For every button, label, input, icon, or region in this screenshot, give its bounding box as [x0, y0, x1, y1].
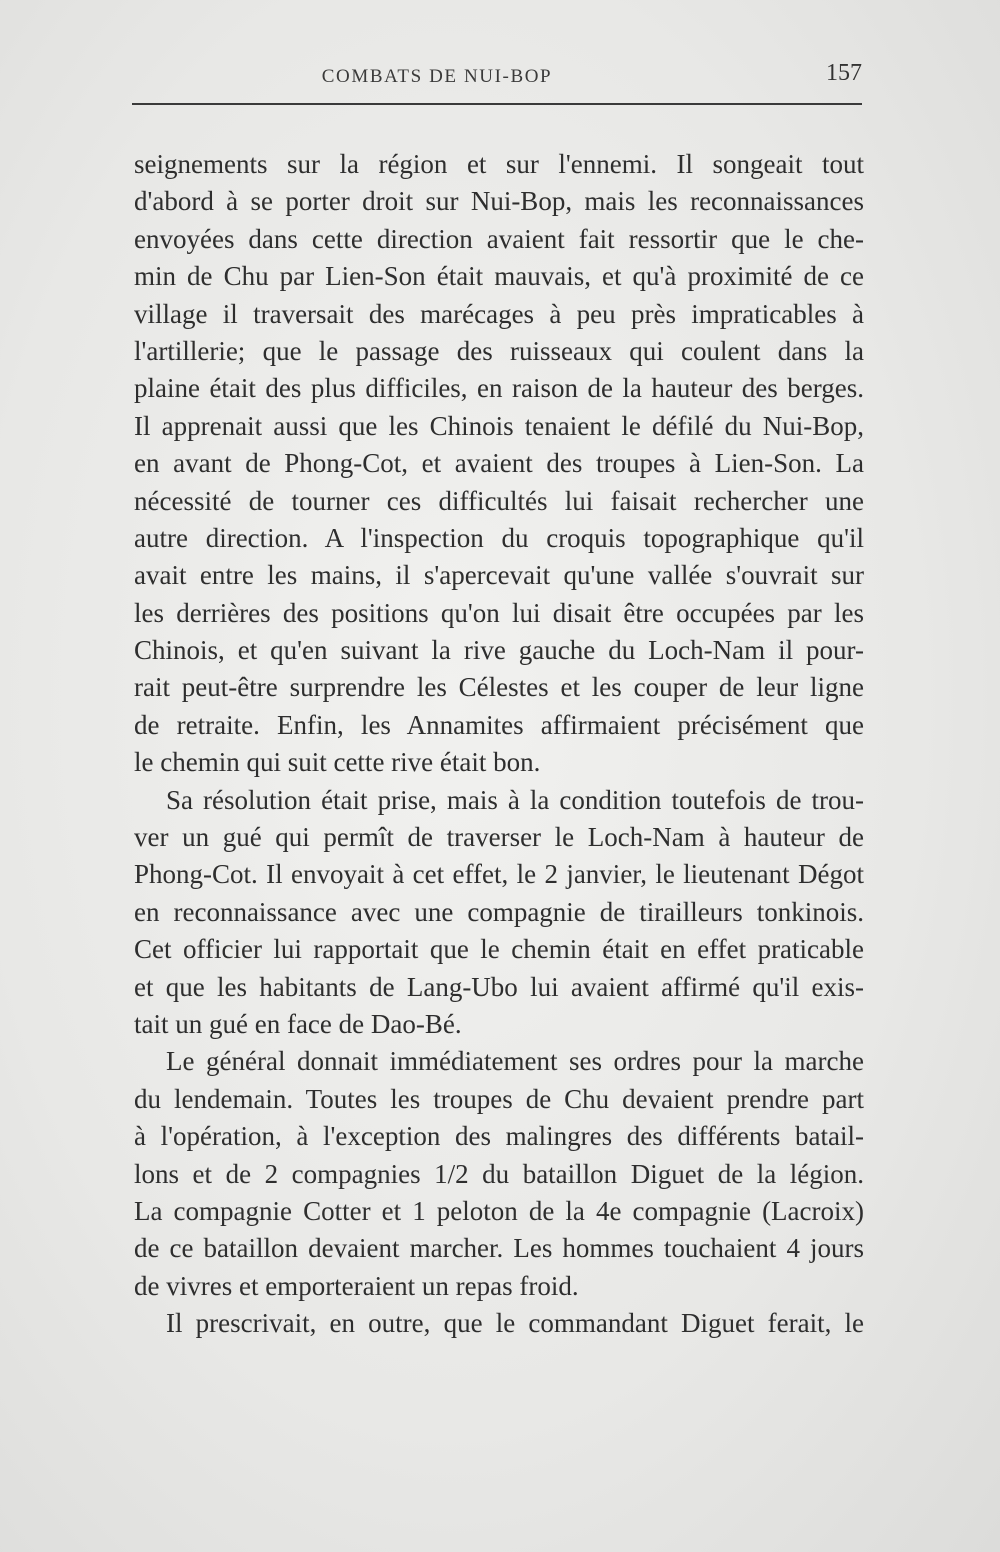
text-line: Il apprenait aussi que les Chinois tenaient le défilé du Nui-Bop,	[134, 410, 864, 441]
text-line: Phong-Cot. Il envoyait à cet effet, le 2 janvier, le lieutenant Dégot	[134, 859, 864, 890]
text-line: en reconnaissance avec une compagnie de tirailleurs tonkinois.	[134, 896, 864, 927]
text-line: nécessité de tourner ces difficultés lui faisait rechercher une	[134, 485, 864, 516]
text-line: d'abord à se porter droit sur Nui-Bop, mais les reconnaissances	[134, 186, 864, 217]
text-line: Il prescrivait, en outre, que le commandant Diguet ferait, le	[166, 1308, 864, 1339]
text-line: lons et de 2 compagnies 1/2 du bataillon Diguet de la légion.	[134, 1158, 864, 1189]
text-line: et que les habitants de Lang-Ubo lui avaient affirmé qu'il exis-	[134, 971, 864, 1002]
text-line: autre direction. A l'inspection du croquis topographique qu'il	[134, 522, 864, 553]
text-line: plaine était des plus difficiles, en raison de la hauteur des berges.	[134, 373, 864, 404]
text-line: ver un gué qui permît de traverser le Loch-Nam à hauteur de	[134, 822, 864, 853]
text-line: du lendemain. Toutes les troupes de Chu devaient prendre part	[134, 1083, 864, 1114]
text-line: min de Chu par Lien-Son était mauvais, et qu'à proximité de ce	[134, 261, 864, 292]
text-line: Chinois, et qu'en suivant la rive gauche du Loch-Nam il pour-	[134, 635, 864, 666]
text-line: en avant de Phong-Cot, et avaient des troupes à Lien-Son. La	[134, 448, 864, 479]
text-line: Sa résolution était prise, mais à la condition toutefois de trou-	[166, 784, 864, 815]
body-text	[134, 146, 864, 1343]
text-line: La compagnie Cotter et 1 peloton de la 4e compagnie (Lacroix)	[134, 1195, 864, 1226]
text-line: de vivres et emporteraient un repas froid.	[134, 1270, 579, 1301]
text-line: à l'opération, à l'exception des malingres des différents batail-	[134, 1121, 864, 1152]
text-line: Cet officier lui rapportait que le chemin était en effet praticable	[134, 934, 864, 965]
text-line: les derrières des positions qu'on lui disait être occupées par les	[134, 597, 864, 628]
text-line: seignements sur la région et sur l'ennemi. Il songeait tout	[134, 149, 864, 179]
running-title: COMBATS DE NUI-BOP	[321, 66, 553, 87]
text-line: village il traversait des marécages à peu près impraticables à	[134, 298, 864, 329]
text-line: avait entre les mains, il s'apercevait qu'une vallée s'ouvrait sur	[134, 560, 864, 591]
text-line: Le général donnait immédiatement ses ordres pour la marche	[166, 1046, 864, 1077]
text-line: tait un gué en face de Dao-Bé.	[134, 1008, 462, 1039]
header-rule	[132, 103, 862, 105]
page-number: 157	[826, 60, 862, 86]
text-line: l'artillerie; que le passage des ruisseaux qui coulent dans la	[134, 335, 864, 366]
text-line: rait peut-être surprendre les Célestes et les couper de leur ligne	[134, 672, 864, 703]
text-line: de ce bataillon devaient marcher. Les hommes touchaient 4 jours	[134, 1233, 864, 1264]
page-header	[132, 58, 862, 98]
text-line: le chemin qui suit cette rive était bon.	[134, 747, 541, 778]
text-line: envoyées dans cette direction avaient fait ressortir que le che-	[134, 223, 864, 254]
text-line: de retraite. Enfin, les Annamites affirmaient précisément que	[134, 709, 864, 740]
